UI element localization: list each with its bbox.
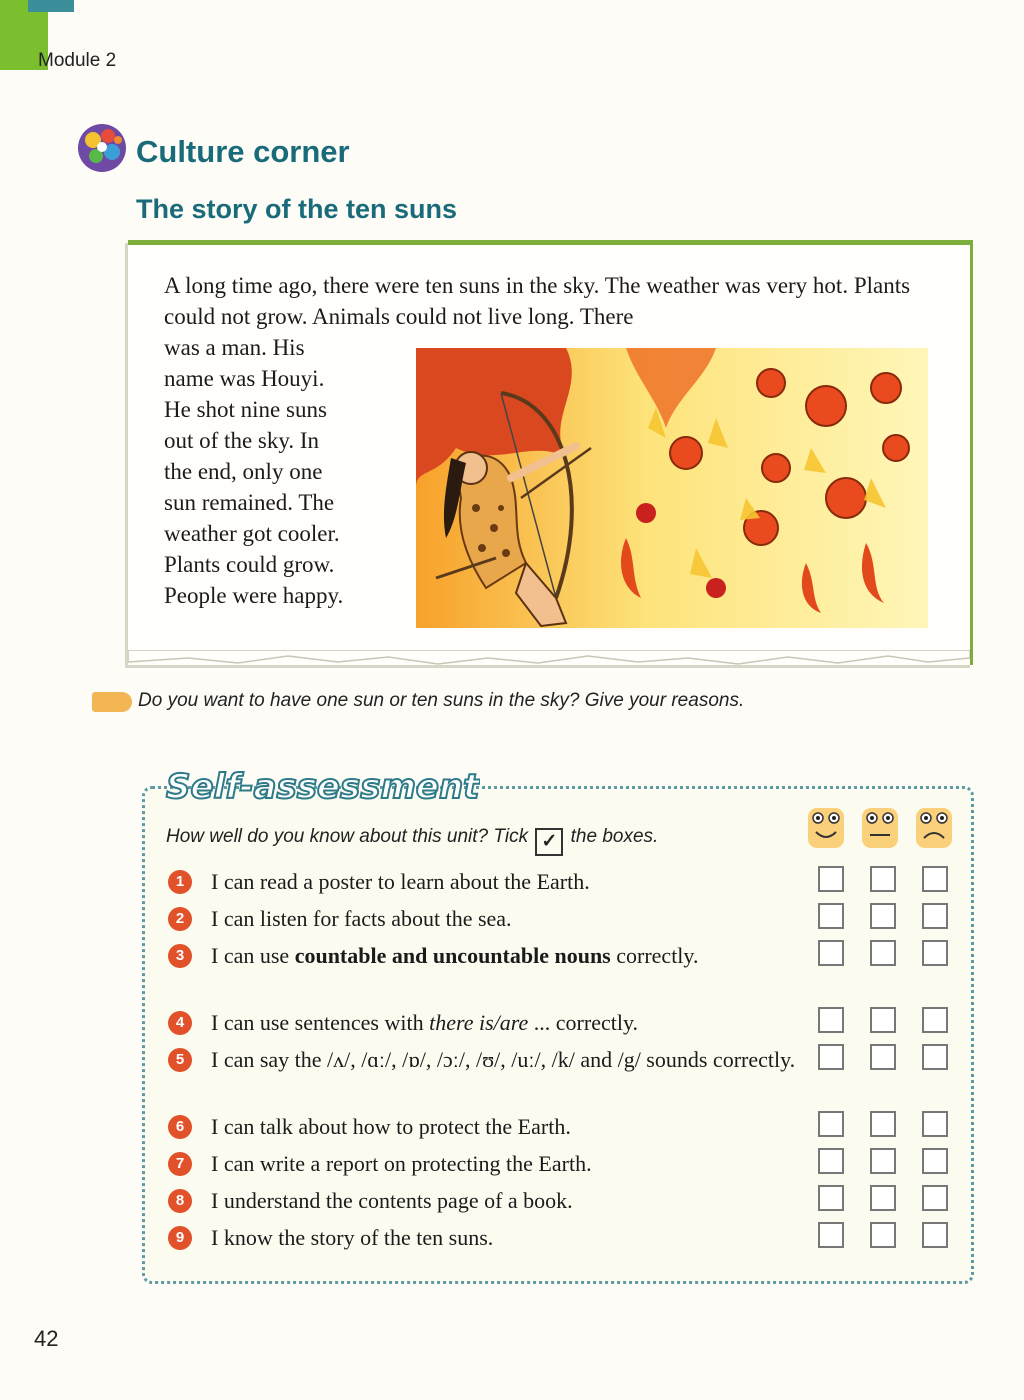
corner-accent-teal — [28, 0, 74, 12]
story-title: The story of the ten suns — [136, 194, 458, 224]
story-body-text — [164, 332, 404, 611]
assessment-statement: I know the story of the ten suns. — [211, 1225, 494, 1250]
checkbox-neutral[interactable] — [870, 1111, 896, 1137]
discussion-question: Do you want to have one sun or ten suns in the sky? Give your reasons. — [138, 690, 745, 711]
checkbox-happy[interactable] — [818, 1222, 844, 1248]
story-line: weather got cooler. — [164, 521, 340, 546]
story-line: People were happy. — [164, 583, 344, 608]
checkbox-neutral[interactable] — [870, 1044, 896, 1070]
assessment-statement: I can write a report on protecting the Earth. — [211, 1151, 592, 1176]
assessment-statement — [211, 1007, 811, 1039]
assessment-row — [168, 866, 808, 896]
question-marker — [92, 692, 132, 712]
checkbox-happy[interactable] — [818, 903, 844, 929]
story-line: Plants could grow. — [164, 552, 335, 577]
assessment-row — [168, 1007, 808, 1037]
checkbox-sad[interactable] — [922, 1185, 948, 1211]
culture-corner-title: Culture corner — [136, 134, 350, 169]
statement-part: I can use sentences with — [211, 1010, 430, 1035]
checkbox-neutral[interactable] — [870, 866, 896, 892]
checkbox-sad[interactable] — [922, 1111, 948, 1137]
assessment-row — [168, 903, 808, 933]
checkbox-neutral[interactable] — [870, 1007, 896, 1033]
assessment-statement — [211, 940, 811, 972]
checkbox-happy[interactable] — [818, 1044, 844, 1070]
item-number-badge: 7 — [168, 1152, 192, 1176]
checkbox-sad[interactable] — [922, 1148, 948, 1174]
checkbox-sad[interactable] — [922, 1007, 948, 1033]
checkbox-happy[interactable] — [818, 1111, 844, 1137]
item-number-badge: 3 — [168, 944, 192, 968]
checkbox-neutral[interactable] — [870, 1222, 896, 1248]
story-line: sun remained. The — [164, 490, 335, 515]
story-line: the end, only one — [164, 459, 323, 484]
culture-globe-icon — [74, 122, 130, 174]
assessment-statement: I can say the /ʌ/, /ɑː/, /ɒ/, /ɔː/, /ʊ/, /uː/, /k/ and /g/ sounds correctly. — [211, 1047, 796, 1072]
rating-faces — [806, 806, 956, 850]
assessment-statement: I can read a poster to learn about the Earth. — [211, 869, 590, 894]
item-number-badge: 4 — [168, 1011, 192, 1035]
self-assessment-heading — [160, 756, 480, 812]
assessment-statement: I can listen for facts about the sea. — [211, 906, 512, 931]
instruction-before: How well do you know about this unit? Tick — [166, 826, 529, 847]
assessment-row — [168, 1222, 808, 1252]
assessment-row — [168, 1185, 808, 1215]
checkbox-happy[interactable] — [818, 1185, 844, 1211]
neutral-face-icon — [862, 808, 898, 848]
statement-italic: there is/are — [429, 1010, 529, 1035]
story-line: was a man. His — [164, 335, 305, 360]
checkbox-sad[interactable] — [922, 940, 948, 966]
story-line: out of the sky. In — [164, 428, 320, 453]
checkbox-sad[interactable] — [922, 866, 948, 892]
happy-face-icon — [808, 808, 844, 848]
checkbox-sad[interactable] — [922, 903, 948, 929]
story-line: He shot nine suns — [164, 397, 327, 422]
checkbox-sad[interactable] — [922, 1222, 948, 1248]
checkbox-sad[interactable] — [922, 1044, 948, 1070]
checkbox-neutral[interactable] — [870, 940, 896, 966]
houyi-shooting-suns-illustration — [416, 348, 928, 628]
item-number-badge: 1 — [168, 870, 192, 894]
sad-face-icon — [916, 808, 952, 848]
page-number: 42 — [34, 1326, 59, 1351]
item-number-badge: 9 — [168, 1226, 192, 1250]
checkbox-happy[interactable] — [818, 940, 844, 966]
item-number-badge: 2 — [168, 907, 192, 931]
assessment-statement: I can talk about how to protect the Earth. — [211, 1114, 571, 1139]
self-assessment-title: Self-assessment — [166, 767, 480, 807]
statement-bold: countable and uncountable nouns — [294, 943, 611, 968]
tick-sample-box: ✓ — [535, 828, 563, 856]
assessment-row — [168, 1111, 808, 1141]
statement-part: ... correctly. — [528, 1010, 639, 1035]
checkbox-happy[interactable] — [818, 1007, 844, 1033]
instruction-after: the boxes. — [570, 826, 659, 847]
checkbox-happy[interactable] — [818, 1148, 844, 1174]
story-line: name was Houyi. — [164, 366, 325, 391]
assessment-row — [168, 1044, 808, 1074]
assessment-row — [168, 1148, 808, 1178]
torn-paper-edge — [128, 650, 970, 672]
story-lead-text: A long time ago, there were ten suns in the sky. The weather was very hot. Plants could not grow. Animals could not live long. There — [164, 273, 911, 329]
checkbox-neutral[interactable] — [870, 1185, 896, 1211]
item-number-badge: 8 — [168, 1189, 192, 1213]
checkbox-neutral[interactable] — [870, 1148, 896, 1174]
item-number-badge: 6 — [168, 1115, 192, 1139]
statement-part: I can use — [211, 943, 295, 968]
checkbox-neutral[interactable] — [870, 903, 896, 929]
assessment-row — [168, 940, 808, 970]
self-assessment-instruction — [166, 826, 658, 856]
item-number-badge: 5 — [168, 1048, 192, 1072]
checkbox-happy[interactable] — [818, 866, 844, 892]
assessment-statement: I understand the contents page of a book. — [211, 1188, 573, 1213]
statement-part: correctly. — [610, 943, 699, 968]
module-label: Module 2 — [38, 50, 117, 71]
